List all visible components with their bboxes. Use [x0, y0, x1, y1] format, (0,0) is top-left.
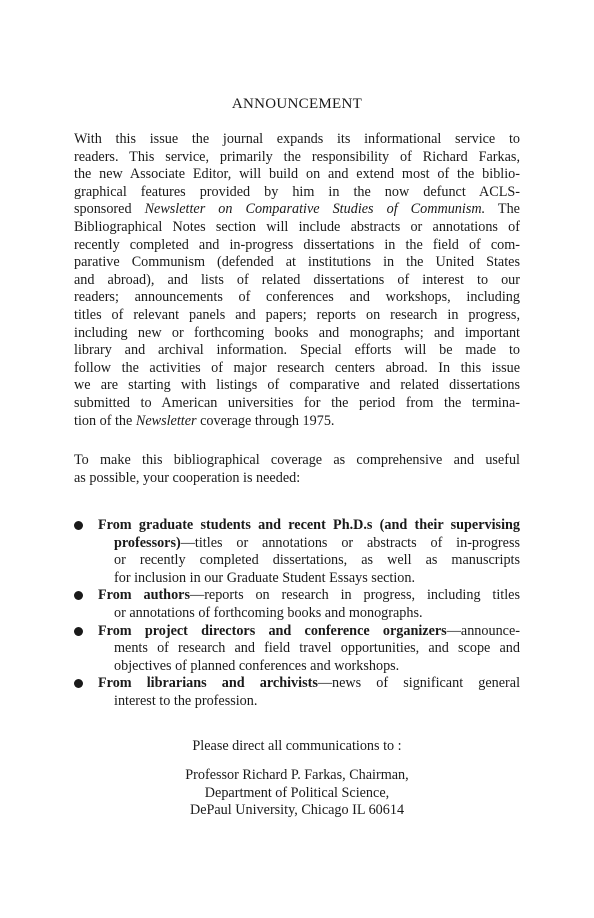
contact-instruction: Please direct all communications to : — [192, 738, 402, 754]
intro-line: we are starting with listings of comparative and related dissertations — [74, 377, 520, 394]
intro-line: With this issue the journal expands its informational service to — [74, 131, 520, 147]
request-line: or annotations of forthcoming books and monographs. — [114, 604, 423, 621]
intro-line: the new Associate Editor, will build on and extend most of the biblio- — [74, 166, 520, 183]
request-line: professors)—titles or annotations or abstracts of in-progress — [114, 534, 520, 551]
request-item-librarians — [74, 675, 520, 710]
intro-line: sponsored Newsletter on Comparative Studies of Communism. The — [74, 201, 520, 218]
request-line: From authors—reports on research in progress, including titles — [98, 587, 520, 604]
intro-line: readers; announcements of conferences and workshops, including — [74, 289, 520, 306]
contact-address — [0, 767, 594, 820]
cooperation-line: as possible, your cooperation is needed: — [74, 469, 301, 486]
bullet-icon — [74, 521, 83, 530]
request-line: From graduate students and recent Ph.D.s (and their supervising — [98, 517, 520, 533]
intro-line: Bibliographical Notes section will include abstracts or annotations of — [74, 218, 520, 235]
cooperation-paragraph — [74, 452, 520, 487]
request-item-students — [74, 517, 520, 587]
request-line: or recently completed dissertations, as well as manuscripts — [114, 552, 520, 569]
intro-line: library and archival information. Special efforts will be made to — [74, 342, 520, 359]
intro-line: tion of the Newsletter coverage through 1975. — [74, 412, 335, 429]
request-line: ments of research and field travel opportunities, and scope and — [114, 640, 520, 657]
intro-line: submitted to American universities for the period from the termina- — [74, 394, 520, 411]
intro-paragraph — [74, 131, 520, 430]
intro-line: and abroad), and lists of related dissertations of interest to our — [74, 271, 520, 288]
request-line: From project directors and conference organizers—announce- — [98, 622, 520, 639]
request-item-directors — [74, 623, 520, 676]
request-line: objectives of planned conferences and workshops. — [114, 657, 400, 674]
intro-line: graphical features provided by him in the now defunct ACLS- — [74, 183, 520, 200]
cooperation-line: To make this bibliographical coverage as comprehensive and useful — [74, 452, 520, 468]
intro-line: follow the activities of major research centers abroad. In this issue — [74, 359, 520, 376]
request-line: interest to the profession. — [114, 692, 258, 709]
newsletter-title: Newsletter — [135, 412, 197, 429]
page-title: ANNOUNCEMENT — [231, 96, 363, 112]
newsletter-title: Newsletter on Comparative Studies of Communism. — [144, 201, 486, 218]
request-item-authors — [74, 587, 520, 622]
request-list — [74, 517, 520, 711]
address-line: Department of Political Science, — [204, 784, 390, 801]
intro-line: titles of relevant panels and papers; reports on research in progress, — [74, 306, 520, 323]
address-line: DePaul University, Chicago IL 60614 — [189, 802, 405, 819]
intro-line: readers. This service, primarily the responsibility of Richard Farkas, — [74, 148, 520, 165]
bullet-icon — [74, 627, 83, 636]
intro-line: parative Communism (defended at institutions in the United States — [74, 254, 520, 271]
address-line: Professor Richard P. Farkas, Chairman, — [185, 767, 409, 783]
intro-line: including new or forthcoming books and monographs; and important — [74, 324, 520, 341]
intro-line: recently completed and in-progress dissertations in the field of com- — [74, 236, 520, 253]
request-line: for inclusion in our Graduate Student Essays section. — [114, 569, 416, 586]
request-line: From librarians and archivists—news of significant general — [98, 675, 521, 692]
